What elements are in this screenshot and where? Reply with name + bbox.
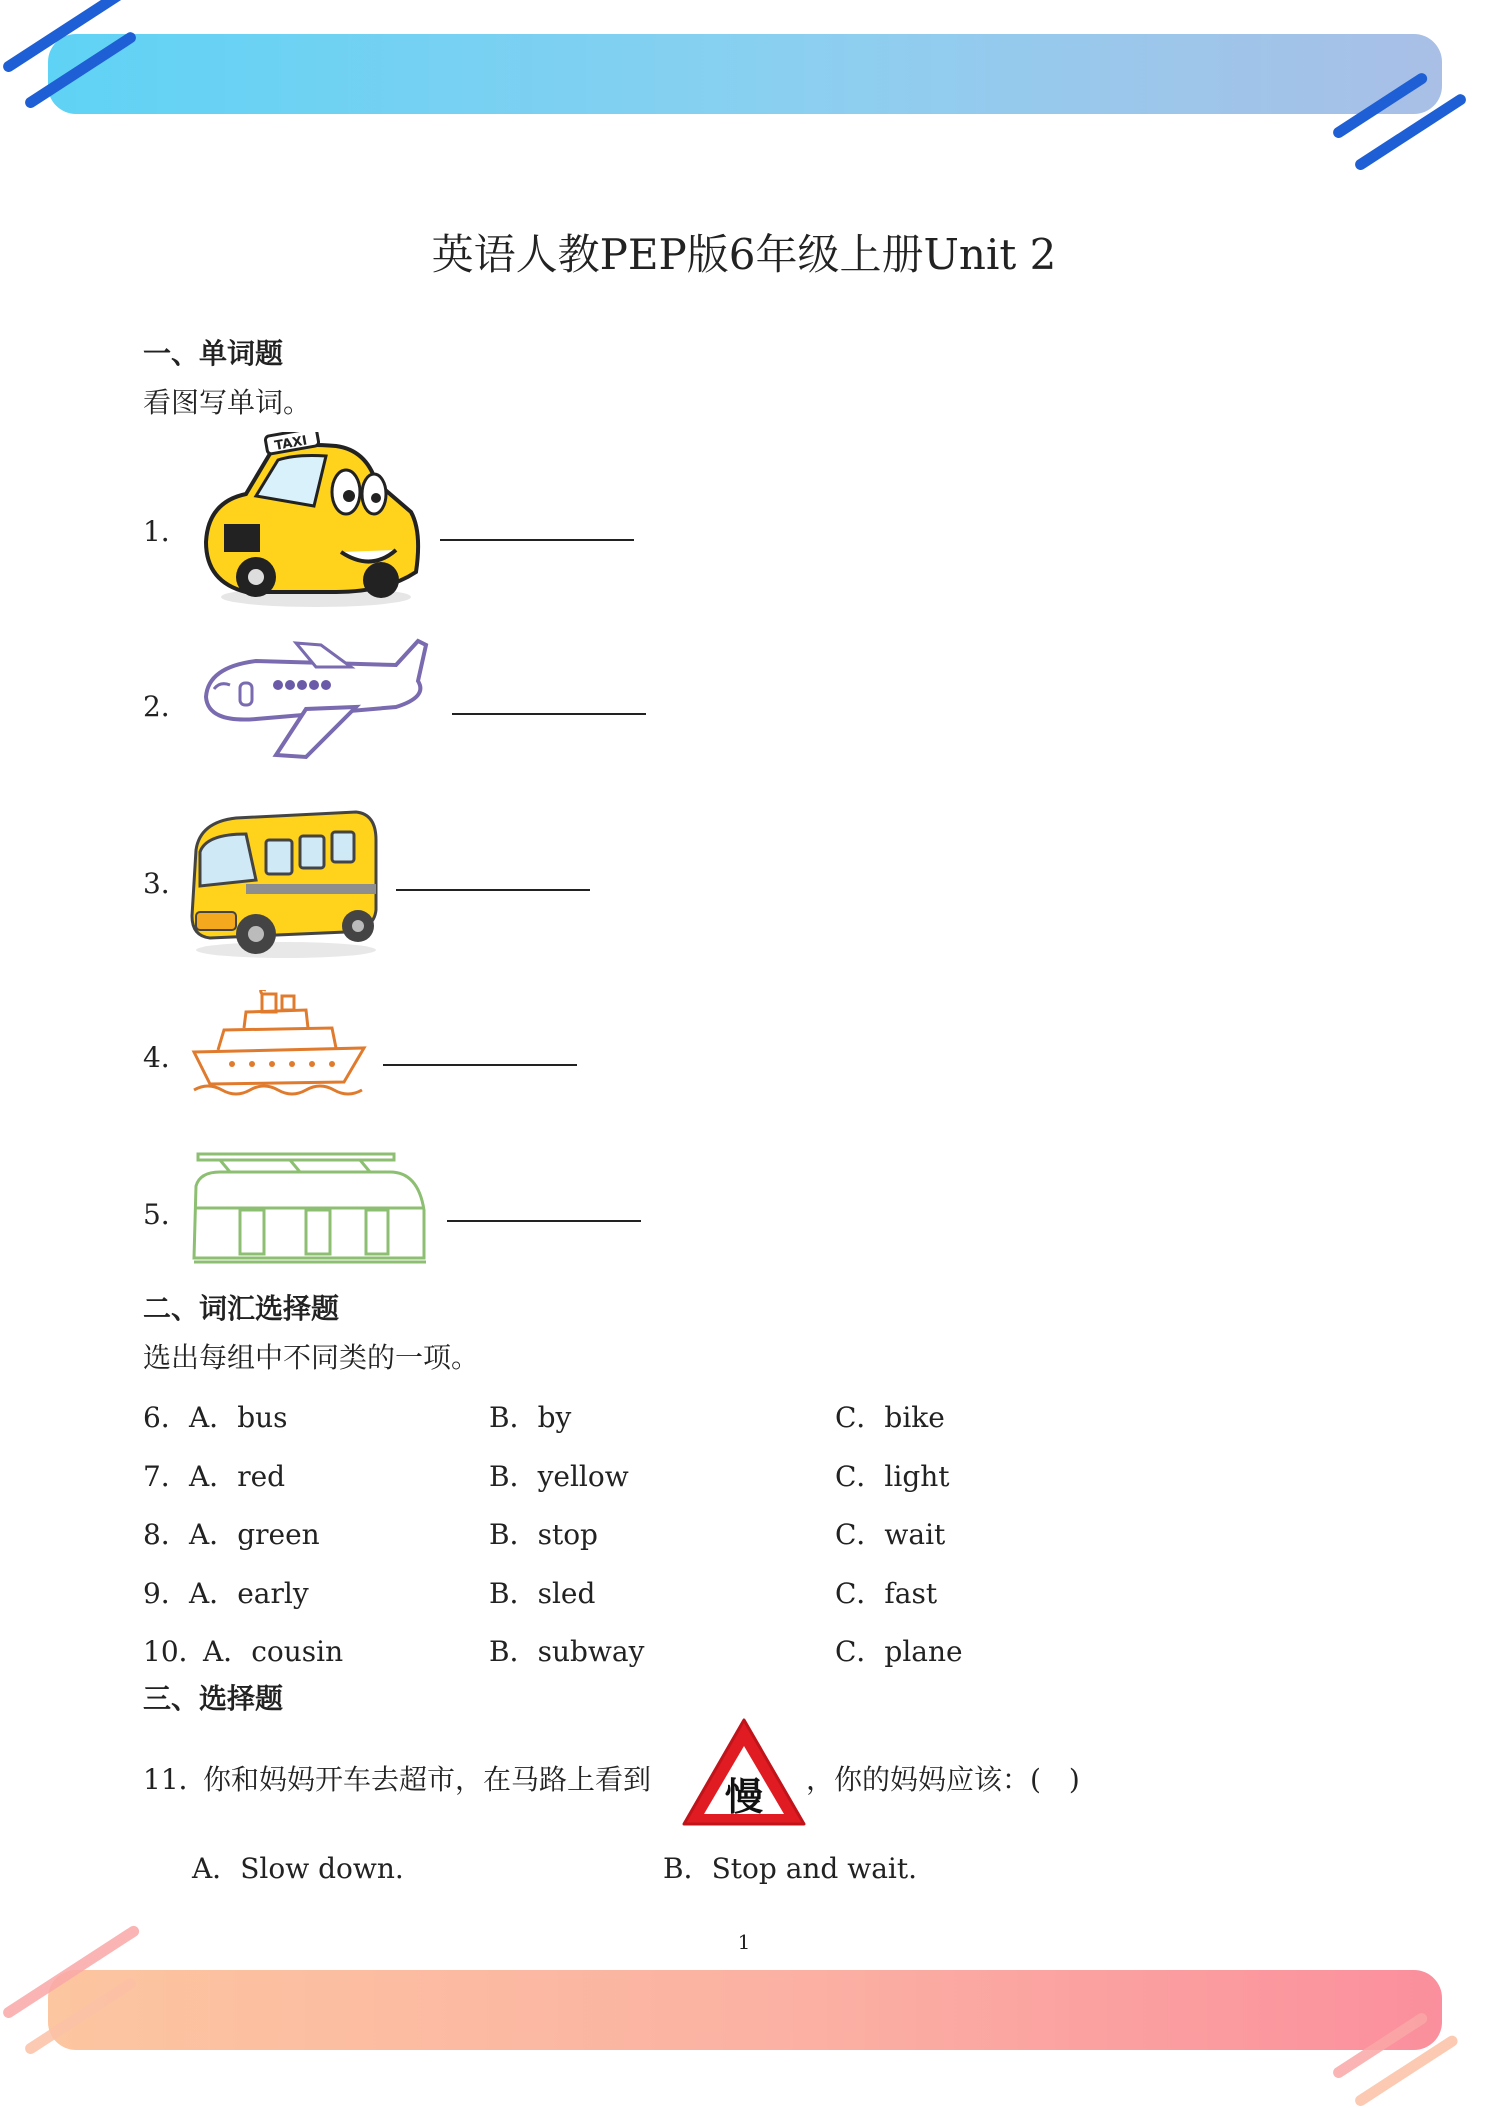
- item-number: 3．: [143, 867, 189, 900]
- option-b[interactable]: B．Stop and wait.: [663, 1852, 918, 1885]
- option-b[interactable]: B．by: [489, 1401, 572, 1434]
- plane-icon: [196, 637, 436, 767]
- question-number: 11．: [143, 1763, 207, 1796]
- option-a[interactable]: A．green: [189, 1518, 320, 1551]
- item-number: 4．: [143, 1041, 189, 1074]
- section-heading-2: 二、词汇选择题: [143, 1292, 340, 1325]
- answer-line-5[interactable]: [447, 1220, 641, 1222]
- taxi-sign-text: TAXI: [273, 433, 309, 454]
- sign-character: 慢: [724, 1775, 764, 1819]
- slow-sign-icon: [680, 1716, 808, 1828]
- section-heading-3: 三、选择题: [143, 1682, 284, 1715]
- answer-line-2[interactable]: [452, 713, 646, 715]
- page-title: 英语人教PEP版6年级上册Unit 2: [431, 230, 1057, 279]
- option-a[interactable]: A．cousin: [203, 1635, 344, 1668]
- taxi-icon: [186, 432, 426, 614]
- option-a[interactable]: A．early: [189, 1577, 309, 1610]
- option-b[interactable]: B．yellow: [489, 1460, 629, 1493]
- option-c[interactable]: C．bike: [835, 1401, 945, 1434]
- answer-line-1[interactable]: [440, 539, 634, 541]
- item-number: 2．: [143, 690, 189, 723]
- section-instruction-1: 看图写单词。: [143, 386, 312, 419]
- bottom-banner: [48, 1970, 1442, 2050]
- option-c[interactable]: C．fast: [835, 1577, 938, 1610]
- option-c[interactable]: C．plane: [835, 1635, 963, 1668]
- question-number: 7．: [143, 1460, 189, 1493]
- section-heading-1: 一、单词题: [143, 337, 284, 370]
- option-c[interactable]: C．wait: [835, 1518, 946, 1551]
- question-text-after: ，你的妈妈应该：( ): [806, 1763, 1080, 1796]
- question-number: 9．: [143, 1577, 189, 1610]
- option-b[interactable]: B．subway: [489, 1635, 645, 1668]
- answer-line-4[interactable]: [383, 1064, 577, 1066]
- option-c[interactable]: C．light: [835, 1460, 950, 1493]
- option-a[interactable]: A．Slow down.: [192, 1852, 404, 1885]
- ship-icon: [188, 990, 368, 1098]
- top-banner: [48, 34, 1442, 114]
- question-number: 8．: [143, 1518, 189, 1551]
- option-b[interactable]: B．stop: [489, 1518, 598, 1551]
- item-number: 1．: [143, 515, 189, 548]
- question-text-before: 你和妈妈开车去超市，在马路上看到: [203, 1763, 652, 1796]
- bus-icon: [186, 810, 380, 960]
- question-number: 6．: [143, 1401, 189, 1434]
- page-number: 1: [737, 1930, 751, 1954]
- item-number: 5．: [143, 1198, 189, 1231]
- answer-line-3[interactable]: [396, 889, 590, 891]
- section-instruction-2: 选出每组中不同类的一项。: [143, 1341, 480, 1374]
- option-a[interactable]: A．red: [189, 1460, 286, 1493]
- option-a[interactable]: A．bus: [189, 1401, 288, 1434]
- question-number: 10．: [143, 1635, 207, 1668]
- option-b[interactable]: B．sled: [489, 1577, 596, 1610]
- train-icon: [190, 1150, 430, 1266]
